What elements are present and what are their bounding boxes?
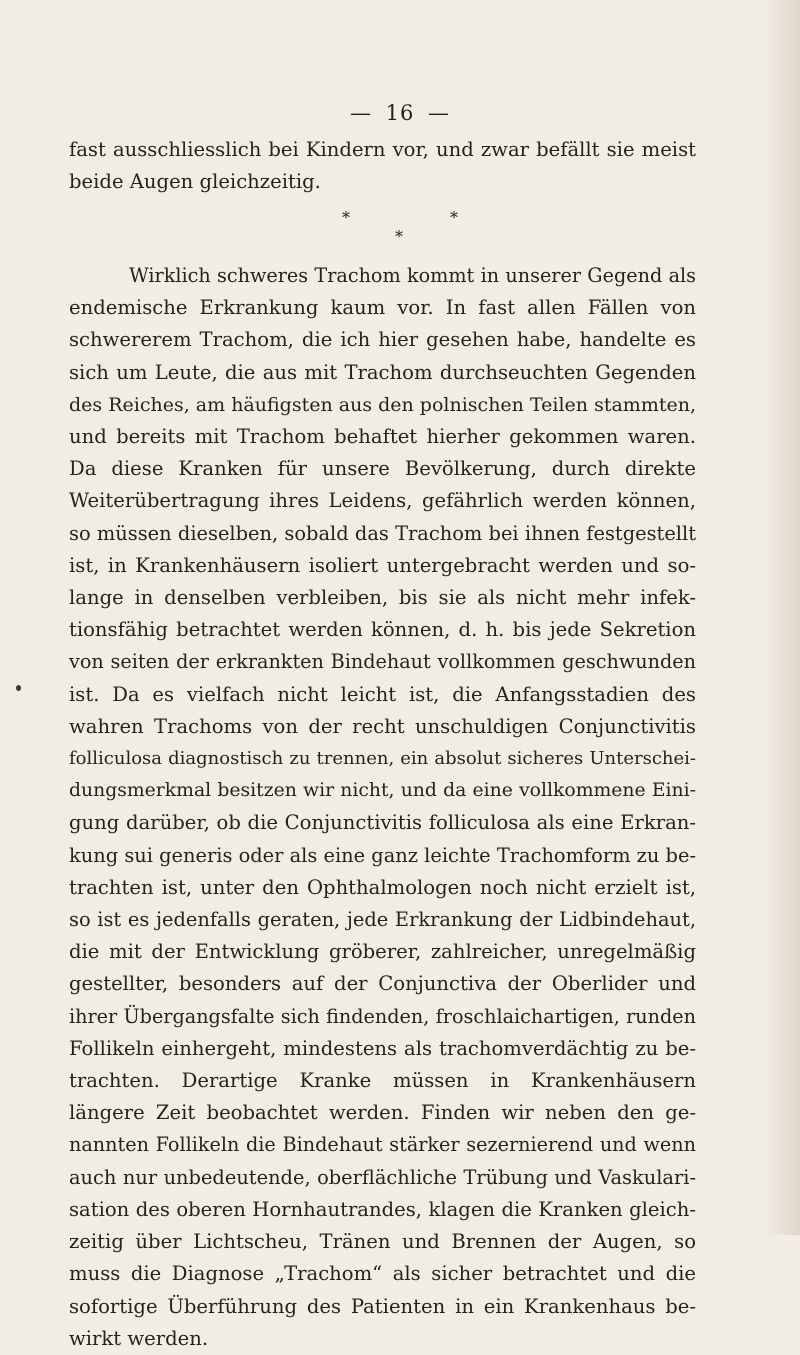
text-line: sation des oberen Hornhautrandes, klagen die Kranken gleich- [69,1197,696,1221]
intro-paragraph [69,134,696,198]
text-line: des Reiches, am häufigsten aus den polnischen Teilen stammten, [69,393,696,416]
main-paragraph [69,260,696,1355]
text-line: sich um Leute, die aus mit Trachom durchseuchten Gegenden [69,360,696,384]
text-line: und bereits mit Trachom behaftet hierher gekommen waren. [69,425,696,449]
text-line: nannten Follikeln die Bindehaut stärker sezernierend und wenn [69,1133,696,1157]
text-line: kung sui generis oder als eine ganz leichte Trachomform zu be- [69,843,696,867]
asterisk: * [395,227,403,246]
text-line: Da diese Kranken für unsere Bevölkerung, durch direkte [69,457,696,481]
text-line: tionsfähig betrachtet werden können, d. h. bis jede Sekretion [69,618,696,642]
text-line: gung darüber, ob die Conjunctivitis folliculosa als eine Erkran- [69,811,696,835]
text-line: folliculosa diagnostisch zu trennen, ein absolut sicheres Unterschei- [69,748,696,770]
text-line: trachten. Derartige Kranke müssen in Krankenhäusern [69,1069,696,1093]
text-line: trachten ist, unter den Ophthalmologen noch nicht erzielt ist, [69,875,696,899]
section-break-asterism [330,208,470,252]
text-line: so müssen dieselben, sobald das Trachom bei ihnen festgestellt [69,521,696,545]
text-line: auch nur unbedeutende, oberflächliche Trübung und Vaskulari- [69,1165,696,1189]
text-line: ist, in Krankenhäusern isoliert untergebracht werden und so- [69,553,696,577]
text-line: wirkt werden. [69,1326,209,1350]
text-line: zeitig über Lichtscheu, Tränen und Brennen der Augen, so [69,1230,696,1254]
text-line: die mit der Entwicklung gröberer, zahlreicher, unregelmäßig [69,940,696,964]
text-line: ihrer Übergangsfalte sich findenden, froschlaichartigen, runden [69,1004,696,1028]
page-edge-shadow [766,0,800,1235]
text-line: so ist es jedenfalls geraten, jede Erkrankung der Lidbindehaut, [69,908,696,932]
text-line: ist. Da es vielfach nicht leicht ist, die Anfangsstadien des [69,682,696,706]
text-line: schwererem Trachom, die ich hier gesehen habe, handelte es [69,328,696,352]
text-line: Wirklich schweres Trachom kommt in unserer Gegend als [129,264,696,287]
text-line: beide Augen gleichzeitig. [69,170,321,194]
text-line: gestellter, besonders auf der Conjunctiva der Oberlider und [69,972,696,996]
text-line: längere Zeit beobachtet werden. Finden wir neben den ge- [69,1101,696,1125]
asterisk: * [342,208,350,227]
text-line: wahren Trachoms von der recht unschuldigen Conjunctivitis [69,714,696,738]
text-line: von seiten der erkrankten Bindehaut vollkommen geschwunden [69,650,696,674]
page-number: — 16 — [349,101,451,125]
margin-ink-dot [16,685,21,691]
text-line: endemische Erkrankung kaum vor. In fast allen Fällen von [69,296,696,320]
text-line: Weiterübertragung ihres Leidens, gefährlich werden können, [69,489,696,513]
text-line: muss die Diagnose „Trachom“ als sicher betrachtet und die [69,1262,696,1286]
text-line: lange in denselben verbleiben, bis sie als nicht mehr infek- [69,586,696,610]
text-line: sofortige Überführung des Patienten in ein Krankenhaus be- [69,1294,696,1318]
text-line: dungsmerkmal besitzen wir nicht, und da eine vollkommene Eini- [69,780,696,802]
text-line: fast ausschliesslich bei Kindern vor, und zwar befällt sie meist [69,138,696,161]
text-line: Follikeln einhergeht, mindestens als trachomverdächtig zu be- [69,1036,696,1060]
asterisk: * [450,208,458,227]
